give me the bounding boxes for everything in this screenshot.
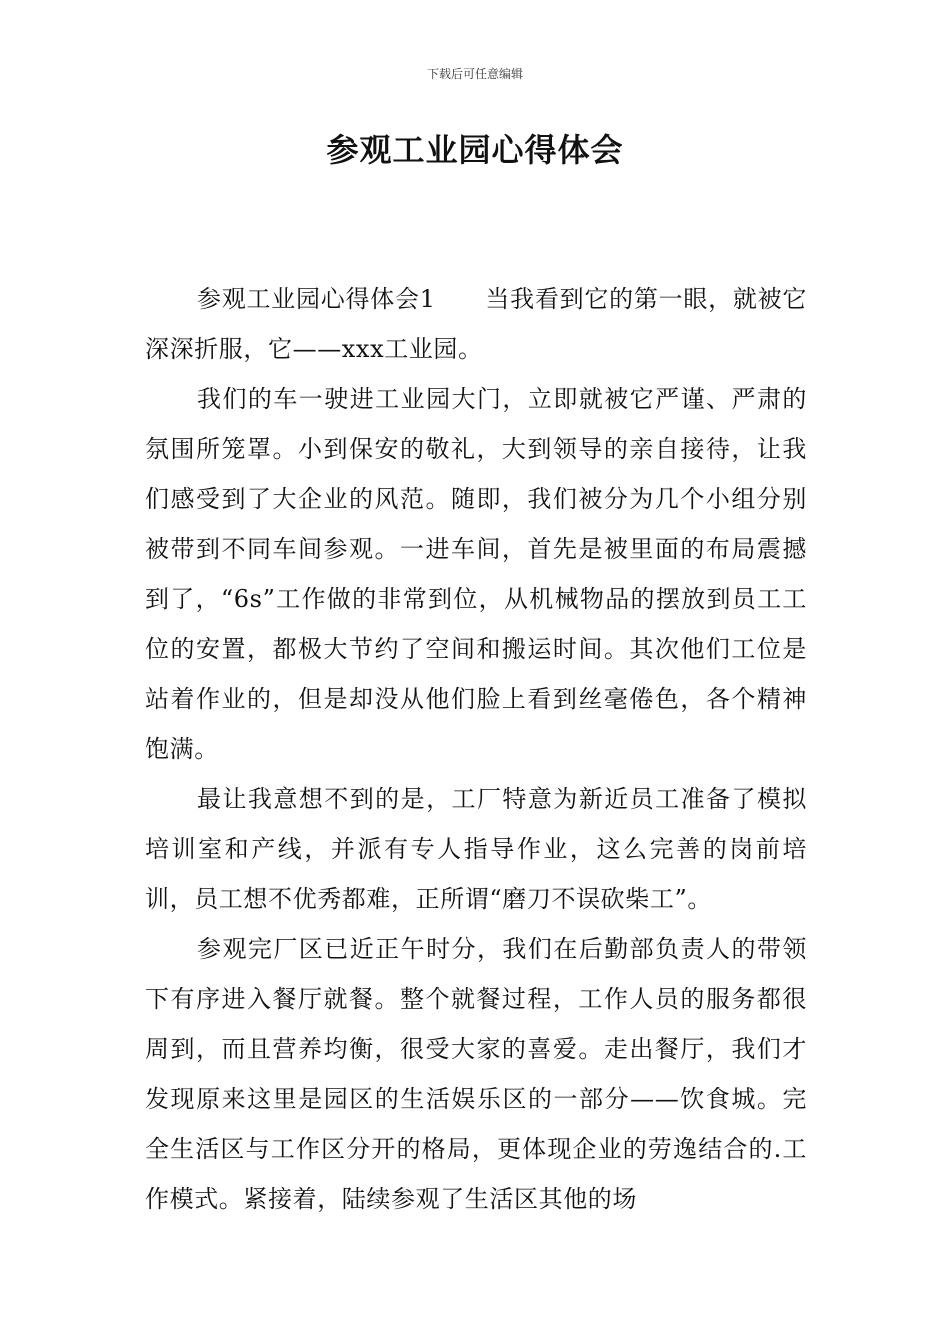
paragraph: 参观工业园心得体会1 当我看到它的第一眼，就被它深深折服，它——xxx工业园。 bbox=[145, 285, 807, 363]
paragraph: 我们的车一驶进工业园大门，立即就被它严谨、严肃的氛围所笼罩。小到保安的敬礼，大到领导的亲自接待，让我们感受到了大企业的风范。随即，我们被分为几个小组分别被带到不同车间参观。一进车间，首先是被里面的布局震撼到了，“6s”工作做的非常到位，从机械物品的摆放到员工工位的安置，都极大节约了空间和搬运时间。其次他们工位是站着作业的，但是却没从他们脸上看到丝毫倦色，各个精神饱满。 bbox=[145, 385, 807, 763]
document-title: 参观工业园心得体会 bbox=[326, 131, 624, 169]
document-body bbox=[145, 274, 807, 1224]
paragraph: 参观完厂区已近正午时分，我们在后勤部负责人的带领下有序进入餐厅就餐。整个就餐过程，工作人员的服务都很周到，而且营养均衡，很受大家的喜爱。走出餐厅，我们才发现原来这里是园区的生活娱乐区的一部分——饮食城。完全生活区与工作区分开的格局，更体现企业的劳逸结合的.工作模式。紧接着，陆续参观了生活区其他的场 bbox=[145, 935, 807, 1213]
paragraph: 最让我意想不到的是，工厂特意为新近员工准备了模拟培训室和产线，并派有专人指导作业，这么完善的岗前培训，员工想不优秀都难，正所谓“磨刀不误砍柴工”。 bbox=[145, 785, 807, 913]
header-note: 下载后可任意编辑 bbox=[426, 67, 523, 81]
